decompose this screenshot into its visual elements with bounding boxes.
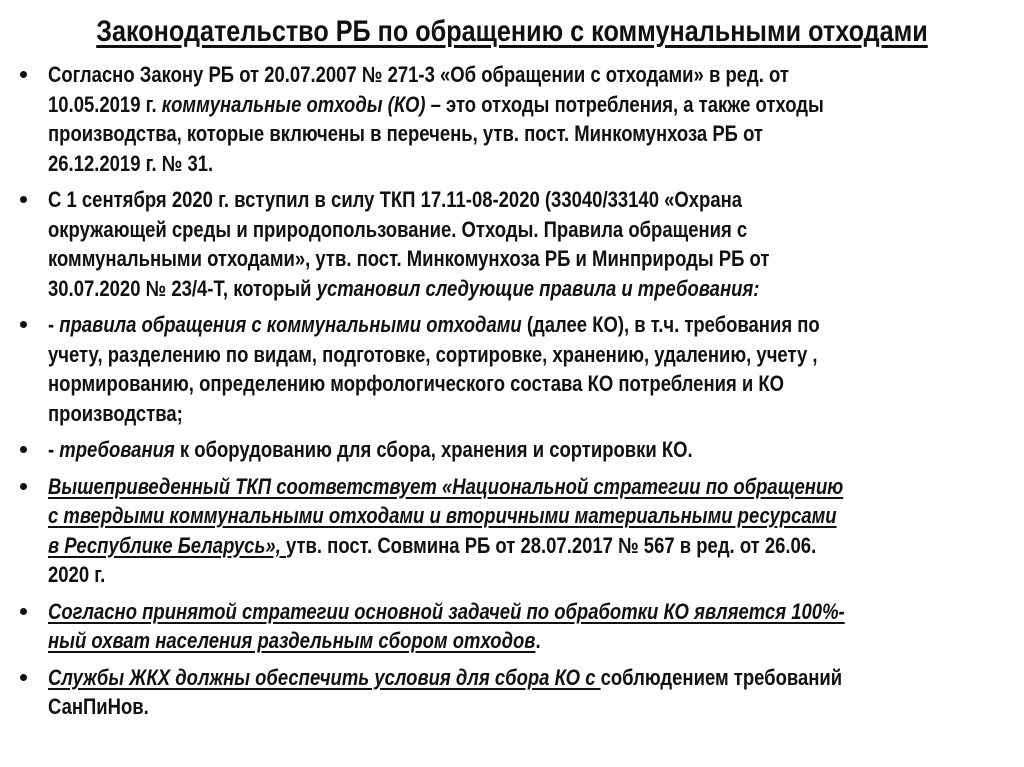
text-segment: коммунальные отходы (КО): [161, 91, 426, 117]
text-line-content: [48, 369, 784, 399]
text-line: [0, 692, 1024, 722]
text-segment: нормированию, определению морфологического состава КО потребления и КО: [48, 371, 785, 396]
text-segment: коммунальными отходами», утв. пост. Минкомунхоза РБ и Минприроды РБ от: [48, 246, 770, 271]
text-line-content: [48, 435, 693, 465]
slide-title: [0, 12, 1024, 52]
bullet-dot-icon: [20, 446, 27, 453]
text-line: [0, 310, 1024, 340]
text-line-content: [48, 90, 824, 120]
text-segment: 26.12.2019 г. № 31.: [48, 150, 214, 176]
text-segment: ный охват населения раздельным сбором отходов: [48, 628, 536, 653]
text-line-content: [48, 340, 818, 370]
text-line: [0, 215, 1024, 245]
text-segment: -: [48, 437, 60, 462]
text-line-content: [48, 472, 843, 502]
text-line-content: [48, 531, 816, 561]
text-segment: утв. пост. Совмина РБ от 28.07.2017 № 567 в ред. от 26.06.: [285, 532, 817, 558]
text-line-content: [48, 626, 541, 656]
text-line: [0, 531, 1024, 561]
text-line: [0, 119, 1024, 149]
bullet-dot-icon: [20, 674, 27, 681]
text-segment: 2020 г.: [48, 562, 106, 587]
text-line-content: [48, 501, 837, 531]
bullet-dot-icon: [20, 483, 27, 490]
text-line: [0, 90, 1024, 120]
text-segment: Службы ЖКХ должны обеспечить условия для сбора КО с: [48, 664, 601, 690]
text-line: [0, 185, 1024, 215]
slide-title-text: Законодательство РБ по обращению с коммунальными отходами: [96, 15, 928, 48]
bullet-item: [0, 60, 1024, 178]
text-segment: .: [535, 628, 541, 653]
text-line: [0, 274, 1024, 304]
text-segment: (далее КО), в т.ч. требования по: [521, 312, 820, 337]
bullet-list: [0, 60, 1024, 729]
text-line-content: [48, 60, 789, 90]
bullet-item: [0, 185, 1024, 303]
text-segment: Согласно Закону РБ от 20.07.2007 № 271-3 «Об обращении с отходами» в ред. от: [48, 62, 789, 87]
text-line: [0, 597, 1024, 627]
text-segment: учету, разделению по видам, подготовке, сортировке, хранению, удалению, учету ,: [48, 341, 818, 367]
text-line-content: [48, 215, 747, 245]
text-segment: СанПиНов.: [48, 694, 149, 719]
text-line-content: [48, 560, 105, 590]
bullet-item: [0, 435, 1024, 465]
text-line-content: [48, 663, 842, 693]
text-segment: в Республике Беларусь»,: [48, 532, 286, 558]
text-line: [0, 149, 1024, 179]
text-line: [0, 435, 1024, 465]
text-segment: – это отходы потребления, а также отходы: [425, 91, 824, 117]
text-line: [0, 244, 1024, 274]
text-line: [0, 560, 1024, 590]
text-line: [0, 472, 1024, 502]
bullet-dot-icon: [20, 71, 27, 78]
text-segment: С 1 сентября 2020 г. вступил в силу ТКП 17.11-08-2020 (33040/33140 «Охрана: [48, 187, 743, 212]
text-line-content: [48, 310, 820, 340]
text-segment: к оборудованию для сбора, хранения и сортировки КО.: [174, 437, 693, 462]
text-line: [0, 626, 1024, 656]
text-line: [0, 399, 1024, 429]
text-line-content: [48, 185, 742, 215]
text-segment: производства, которые включены в перечень, утв. пост. Минкомунхоза РБ от: [48, 121, 763, 146]
text-line: [0, 369, 1024, 399]
text-segment: окружающей среды и природопользование. Отходы. Правила обращения с: [48, 216, 748, 242]
text-segment: требования: [59, 437, 175, 462]
text-segment: Согласно принятой стратегии основной задачей по обработки КО является 100%-: [48, 598, 845, 624]
text-line: [0, 340, 1024, 370]
text-line-content: [48, 597, 845, 627]
text-line: [0, 663, 1024, 693]
text-segment: соблюдением требований: [600, 664, 843, 690]
text-segment: с твердыми коммунальными отходами и вторичными материальными ресурсами: [48, 503, 837, 528]
text-segment: производства;: [48, 400, 183, 426]
text-line: [0, 501, 1024, 531]
text-segment: 10.05.2019 г.: [48, 91, 162, 117]
text-line-content: [48, 692, 149, 722]
bullet-dot-icon: [20, 608, 27, 615]
bullet-item: [0, 663, 1024, 722]
bullet-dot-icon: [20, 196, 27, 203]
text-line-content: [48, 274, 759, 304]
text-segment: правила обращения с коммунальными отходами: [59, 312, 522, 337]
text-line-content: [48, 149, 213, 179]
text-segment: установил следующие правила и требования:: [316, 275, 760, 301]
text-segment: 30.07.2020 № 23/4-Т, который: [48, 275, 317, 301]
text-line-content: [48, 119, 763, 149]
bullet-item: [0, 597, 1024, 656]
text-line-content: [48, 399, 183, 429]
text-line: [0, 60, 1024, 90]
text-segment: -: [48, 312, 60, 337]
bullet-item: [0, 310, 1024, 428]
bullet-dot-icon: [20, 321, 27, 328]
text-line-content: [48, 244, 769, 274]
text-segment: Вышеприведенный ТКП соответствует «Национальной стратегии по обращению: [48, 473, 844, 499]
bullet-item: [0, 472, 1024, 590]
